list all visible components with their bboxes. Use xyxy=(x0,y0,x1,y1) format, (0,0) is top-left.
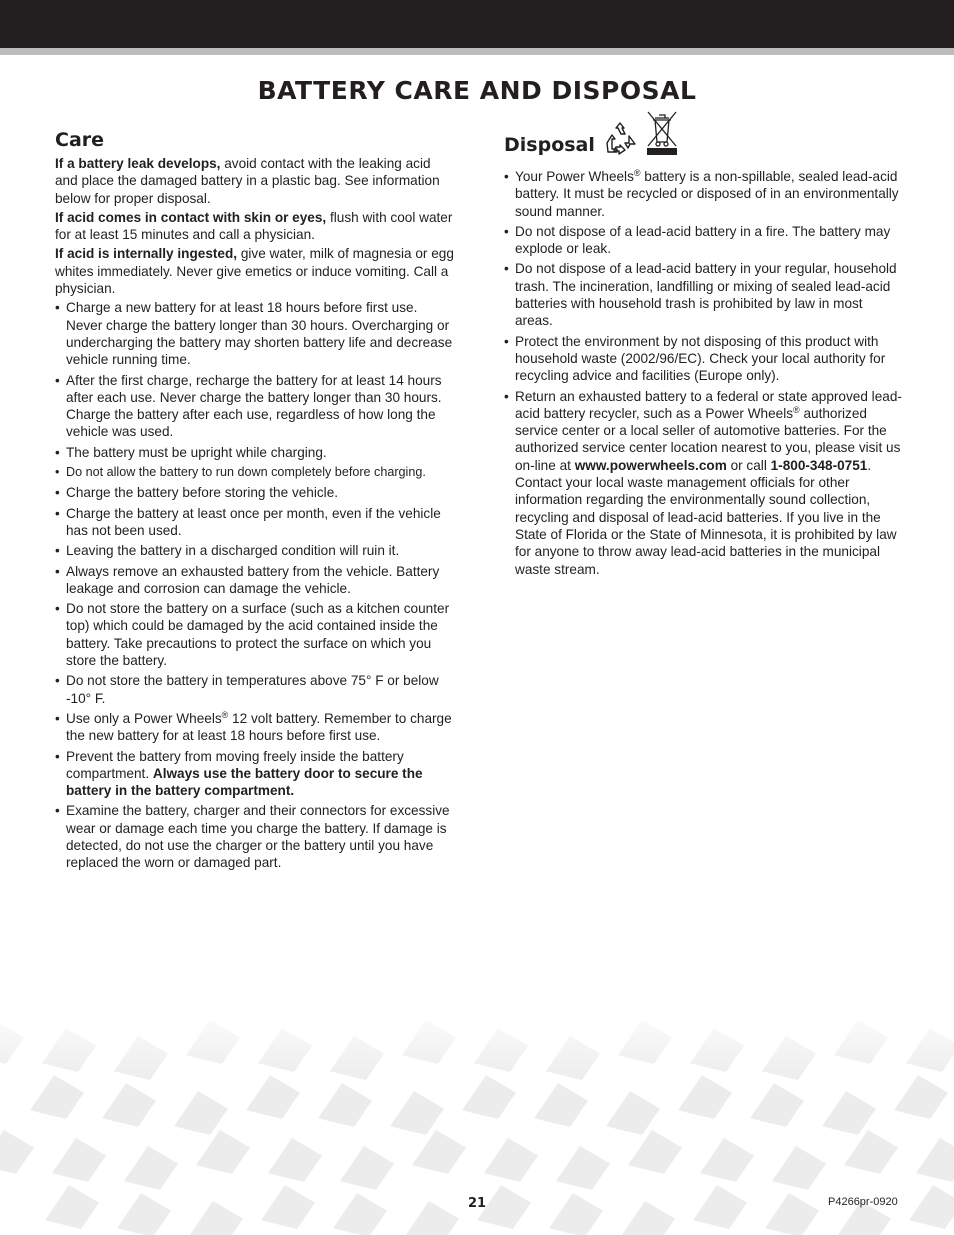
website-link[interactable]: www.powerwheels.com xyxy=(574,457,727,473)
care-bullet-item xyxy=(55,748,455,800)
bullet-bold-text: Always use the battery door to secure the battery in the battery compartment. xyxy=(66,765,423,799)
disposal-bullet-item: • Do not dispose of a lead-acid battery in your regular, household trash. The incineration, landfilling or mixing of sealed lead-acid batteries with household trash is prohibited by law in most areas. xyxy=(504,260,904,329)
care-bullet-list xyxy=(55,299,455,871)
registered-mark: ® xyxy=(221,709,229,720)
intro-lead: If acid comes in contact with skin or eyes, xyxy=(55,209,327,225)
care-bullet-item: • Charge the battery at least once per month, even if the vehicle has not been used. xyxy=(55,505,455,540)
care-bullet-item: • Examine the battery, charger and their connectors for excessive wear or damage each time you charge the battery. If damage is detected, do not use the charger or the battery until you have replaced the worn or damaged part. xyxy=(55,802,455,871)
bullet-text: or call xyxy=(726,457,771,473)
disposal-bullet-list xyxy=(504,168,904,578)
recycle-icon xyxy=(603,122,637,160)
disposal-bullet-item xyxy=(504,168,904,220)
disposal-header xyxy=(504,116,904,160)
intro-lead: If acid is internally ingested, xyxy=(55,246,238,262)
registered-mark: ® xyxy=(793,404,800,415)
bullet-text: Prevent the battery from moving freely inside the battery compartment. xyxy=(66,748,404,781)
care-intro-leak xyxy=(55,155,455,207)
intro-text: flush with cool water for at least 15 minutes and call a physician. xyxy=(55,209,453,243)
disposal-heading: Disposal xyxy=(504,134,595,156)
bullet-text: Return an exhausted battery to a federal or state approved lead-acid battery recycler, such as a Power Wheels xyxy=(515,388,902,421)
crossed-out-bin-icon xyxy=(645,110,679,160)
header-stripe xyxy=(0,48,954,55)
care-bullet-item: • Always remove an exhausted battery from the vehicle. Battery leakage and corrosion can damage the vehicle. xyxy=(55,563,455,598)
care-bullet-item: • Do not allow the battery to run down completely before charging. xyxy=(55,464,455,481)
phone-number: 1-800-348-0751 xyxy=(770,457,868,473)
care-bullet-item: • Do not store the battery in temperatures above 75° F or below -10° F. xyxy=(55,672,455,707)
care-bullet-item: • Charge the battery before storing the vehicle. xyxy=(55,484,455,501)
disposal-bullet-item xyxy=(504,388,904,578)
intro-text: avoid contact with the leaking acid and place the damaged battery in a plastic bag. See information below for proper disposal. xyxy=(55,156,440,206)
care-bullet-item: • Leaving the battery in a discharged condition will ruin it. xyxy=(55,542,455,559)
registered-mark: ® xyxy=(633,168,641,178)
disposal-bullet-item: • Do not dispose of a lead-acid battery in a fire. The battery may explode or leak. xyxy=(504,223,904,258)
bullet-text: Your Power Wheels xyxy=(515,169,634,184)
care-intro-ingested xyxy=(55,245,455,297)
care-bullet-item: • Charge a new battery for at least 18 hours before first use. Never charge the battery longer than 30 hours. Overcharging or undercharging the battery may shorten battery life and decrease vehicle running time. xyxy=(55,299,455,368)
page-title: BATTERY CARE AND DISPOSAL xyxy=(257,76,697,105)
page-number: 21 xyxy=(467,1196,487,1211)
bullet-text: Use only a Power Wheels xyxy=(66,710,222,726)
bullet-text: authorized service center or a local seller of automotive batteries. For the authorized service center location nearest to you, please visit us on-line at xyxy=(515,405,901,473)
bullet-text: 12 volt battery. Remember to charge the new battery for at least 18 hours before first use. xyxy=(66,710,452,744)
care-heading: Care xyxy=(55,129,105,151)
disposal-section xyxy=(504,116,904,581)
intro-lead: If a battery leak develops, xyxy=(55,156,221,171)
care-bullet-item: • After the first charge, recharge the battery for at least 14 hours after each use. Never charge the battery longer than 30 hours. Charge the battery after each use, regardless of how long the vehicle was used. xyxy=(55,372,455,441)
header-bar xyxy=(0,0,954,48)
care-bullet-item: • The battery must be upright while charging. xyxy=(55,444,455,461)
disposal-bullet-item: • Protect the environment by not disposing of this product with household waste (2002/96/EC). Check your local authority for recycling advice and facilities (Europe only). xyxy=(504,333,904,385)
care-section xyxy=(55,128,455,875)
document-code: P4266pr-0920 xyxy=(828,1196,898,1208)
care-intro-skin xyxy=(55,209,455,244)
care-bullet-item xyxy=(55,710,455,745)
bullet-text: battery is a non-spillable, sealed lead-acid battery. It must be recycled or disposed of in an environmentally sound manner. xyxy=(515,169,899,219)
bullet-text: . Contact your local waste management officials for other information regarding the environmentally sound collection, recycling and disposal of lead-acid batteries. If you live in the State of Florida or the State of Minnesota, it is prohibited by law for anyone to throw away lead-acid batteries in the municipal waste stream. xyxy=(515,457,897,577)
care-bullet-item: • Do not store the battery on a surface (such as a kitchen counter top) which could be damaged by the acid contained inside the battery. Take precautions to protect the surface on which you store the battery. xyxy=(55,600,455,669)
intro-text: give water, milk of magnesia or egg whites immediately. Never give emetics or induce vomiting. Call a physician. xyxy=(55,246,454,297)
